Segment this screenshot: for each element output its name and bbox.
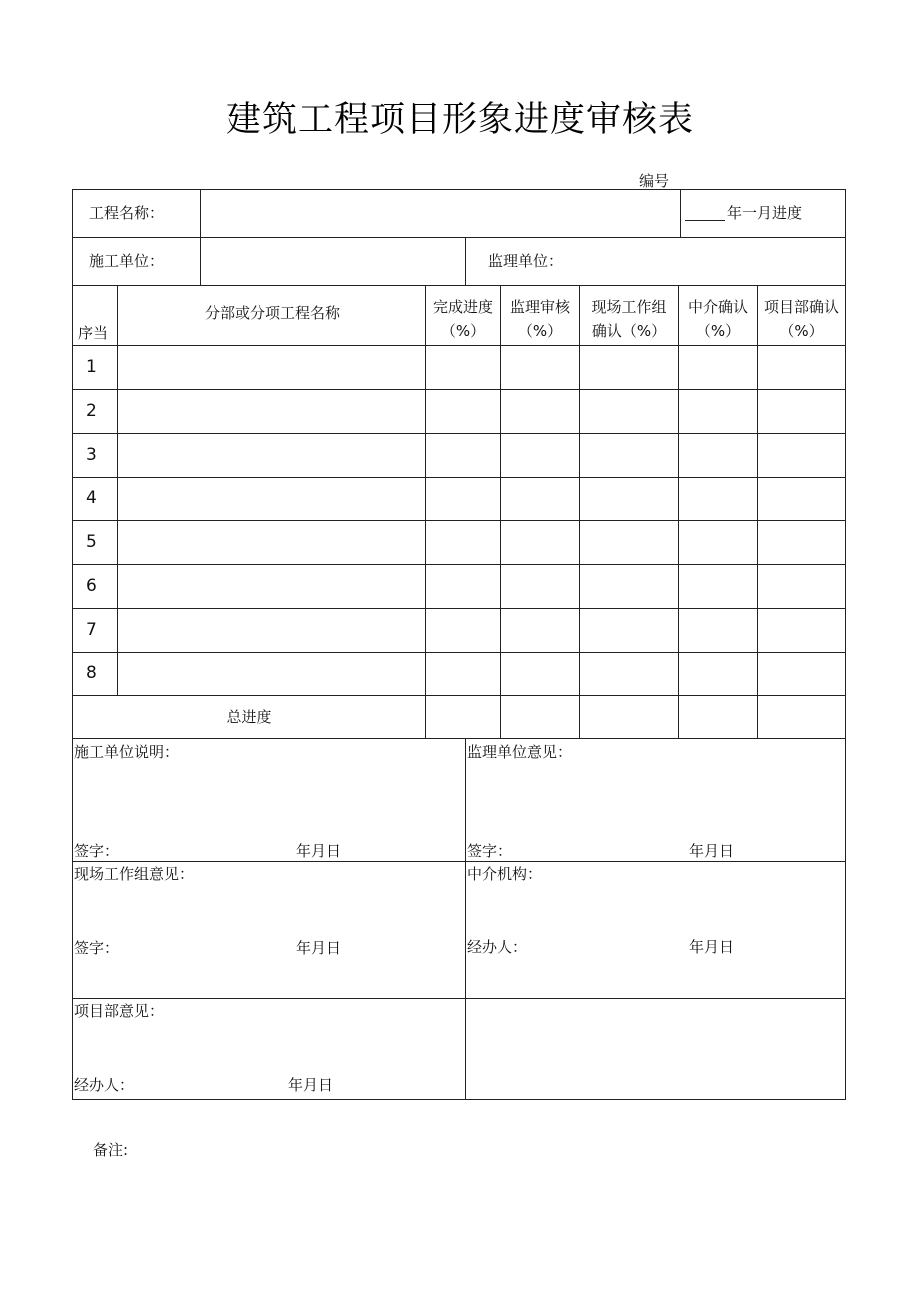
project-dept-confirm-cell[interactable] <box>757 608 846 653</box>
site-team-cell[interactable] <box>579 433 679 478</box>
row-number: 6 <box>72 564 118 609</box>
supervision-review-header-line1: 监理审核 <box>509 298 570 316</box>
completion-header-line2: （%） <box>440 322 486 340</box>
supervision-opinion-date: 年月日 <box>689 842 735 860</box>
project-dept-opinion-section[interactable] <box>72 998 466 1100</box>
agency-section[interactable] <box>465 861 846 999</box>
site-team-opinion-sign: 签字： <box>74 939 120 957</box>
supervision-opinion-section[interactable] <box>465 738 846 862</box>
item-name-cell[interactable] <box>117 433 426 478</box>
supervision-opinion-label: 监理单位意见： <box>467 743 573 761</box>
project-dept-confirm-cell[interactable] <box>757 520 846 565</box>
completion-cell[interactable] <box>425 520 501 565</box>
site-team-header-line2: 确认（%） <box>591 322 667 340</box>
site-team-cell[interactable] <box>579 345 679 390</box>
completion-cell[interactable] <box>425 389 501 434</box>
code-label: 编号 <box>639 172 670 190</box>
progress-review-form <box>73 190 846 1100</box>
site-team-cell[interactable] <box>579 389 679 434</box>
project-dept-confirm-cell[interactable] <box>757 564 846 609</box>
construction-note-label: 施工单位说明： <box>74 743 180 761</box>
project-dept-opinion-sign: 经办人： <box>74 1076 135 1094</box>
blank-section[interactable] <box>465 998 846 1100</box>
item-name-header <box>117 285 426 346</box>
site-team-header-line1: 现场工作组 <box>591 298 667 316</box>
construction-note-section[interactable] <box>72 738 466 862</box>
seq-header <box>72 285 118 346</box>
agency-confirm-cell[interactable] <box>678 608 758 653</box>
project-dept-confirm-cell[interactable] <box>757 345 846 390</box>
supervision-review-cell[interactable] <box>500 433 580 478</box>
site-team-cell[interactable] <box>579 608 679 653</box>
completion-cell[interactable] <box>425 608 501 653</box>
project-dept-confirm-header-line2: （%） <box>779 322 824 340</box>
construction-unit-field[interactable] <box>200 237 466 286</box>
agency-confirm-header <box>678 285 758 346</box>
project-dept-opinion-date: 年月日 <box>288 1076 334 1094</box>
agency-sign: 经办人： <box>467 938 528 956</box>
total-progress-label: 总进度 <box>72 695 426 739</box>
completion-header-line1: 完成进度 <box>432 298 493 316</box>
supervision-review-cell[interactable] <box>500 389 580 434</box>
site-team-cell[interactable] <box>579 564 679 609</box>
total-site-team-cell[interactable] <box>579 695 679 739</box>
construction-unit-label: 施工单位： <box>72 237 201 286</box>
site-team-header <box>579 285 679 346</box>
site-team-cell[interactable] <box>579 477 679 521</box>
item-name-cell[interactable] <box>117 652 426 696</box>
construction-note-date: 年月日 <box>296 842 342 860</box>
item-name-cell[interactable] <box>117 477 426 521</box>
row-number: 3 <box>72 433 118 478</box>
site-team-opinion-section[interactable] <box>72 861 466 999</box>
item-name-cell[interactable] <box>117 520 426 565</box>
agency-label: 中介机构： <box>467 865 543 883</box>
form-title: 建筑工程项目形象进度审核表 <box>225 100 694 140</box>
total-project-dept-confirm-cell[interactable] <box>757 695 846 739</box>
supervision-review-header <box>500 285 580 346</box>
project-name-field[interactable] <box>200 189 681 238</box>
total-completion-cell[interactable] <box>425 695 501 739</box>
row-number: 7 <box>72 608 118 653</box>
total-agency-confirm-cell[interactable] <box>678 695 758 739</box>
supervision-review-cell[interactable] <box>500 608 580 653</box>
supervision-review-header-line2: （%） <box>517 322 563 340</box>
item-name-cell[interactable] <box>117 345 426 390</box>
project-dept-confirm-header-line1: 项目部确认 <box>763 298 839 316</box>
project-dept-confirm-cell[interactable] <box>757 477 846 521</box>
row-number: 4 <box>72 477 118 521</box>
item-name-cell[interactable] <box>117 389 426 434</box>
supervision-review-cell[interactable] <box>500 477 580 521</box>
supervision-opinion-sign: 签字： <box>467 842 513 860</box>
supervision-unit-label: 监理单位： <box>488 252 564 270</box>
project-dept-confirm-cell[interactable] <box>757 652 846 696</box>
agency-confirm-header-line2: （%） <box>695 322 741 340</box>
supervision-review-cell[interactable] <box>500 652 580 696</box>
completion-cell[interactable] <box>425 433 501 478</box>
progress-period-cell[interactable] <box>680 189 846 238</box>
row-number: 1 <box>72 345 118 390</box>
completion-header <box>425 285 501 346</box>
item-name-cell[interactable] <box>117 564 426 609</box>
site-team-opinion-label: 现场工作组意见： <box>74 865 195 883</box>
supervision-review-cell[interactable] <box>500 345 580 390</box>
site-team-cell[interactable] <box>579 652 679 696</box>
supervision-unit-cell[interactable] <box>465 237 846 286</box>
completion-cell[interactable] <box>425 345 501 390</box>
agency-confirm-cell[interactable] <box>678 433 758 478</box>
row-number: 2 <box>72 389 118 434</box>
progress-period: 年一月进度 <box>727 204 803 222</box>
agency-date: 年月日 <box>689 938 735 956</box>
completion-cell[interactable] <box>425 652 501 696</box>
row-number: 8 <box>72 652 118 696</box>
year-blank <box>685 206 725 221</box>
construction-note-sign: 签字： <box>74 842 120 860</box>
project-dept-confirm-header <box>757 285 846 346</box>
supervision-review-cell[interactable] <box>500 564 580 609</box>
seq-header-text: 序当 <box>78 324 109 342</box>
project-dept-confirm-cell[interactable] <box>757 389 846 434</box>
project-dept-opinion-label: 项目部意见： <box>74 1002 165 1020</box>
item-name-cell[interactable] <box>117 608 426 653</box>
agency-confirm-cell[interactable] <box>678 652 758 696</box>
agency-confirm-cell[interactable] <box>678 564 758 609</box>
agency-confirm-cell[interactable] <box>678 520 758 565</box>
project-dept-confirm-cell[interactable] <box>757 433 846 478</box>
project-name-label: 工程名称： <box>72 189 201 238</box>
supervision-review-cell[interactable] <box>500 520 580 565</box>
agency-confirm-header-line1: 中介确认 <box>687 298 748 316</box>
agency-confirm-cell[interactable] <box>678 345 758 390</box>
completion-cell[interactable] <box>425 564 501 609</box>
item-name-header-text: 分部或分项工程名称 <box>204 304 340 322</box>
remarks-label: 备注: <box>93 1141 129 1159</box>
completion-cell[interactable] <box>425 477 501 521</box>
site-team-opinion-date: 年月日 <box>296 939 342 957</box>
site-team-cell[interactable] <box>579 520 679 565</box>
agency-confirm-cell[interactable] <box>678 389 758 434</box>
agency-confirm-cell[interactable] <box>678 477 758 521</box>
row-number: 5 <box>72 520 118 565</box>
total-supervision-review-cell[interactable] <box>500 695 580 739</box>
